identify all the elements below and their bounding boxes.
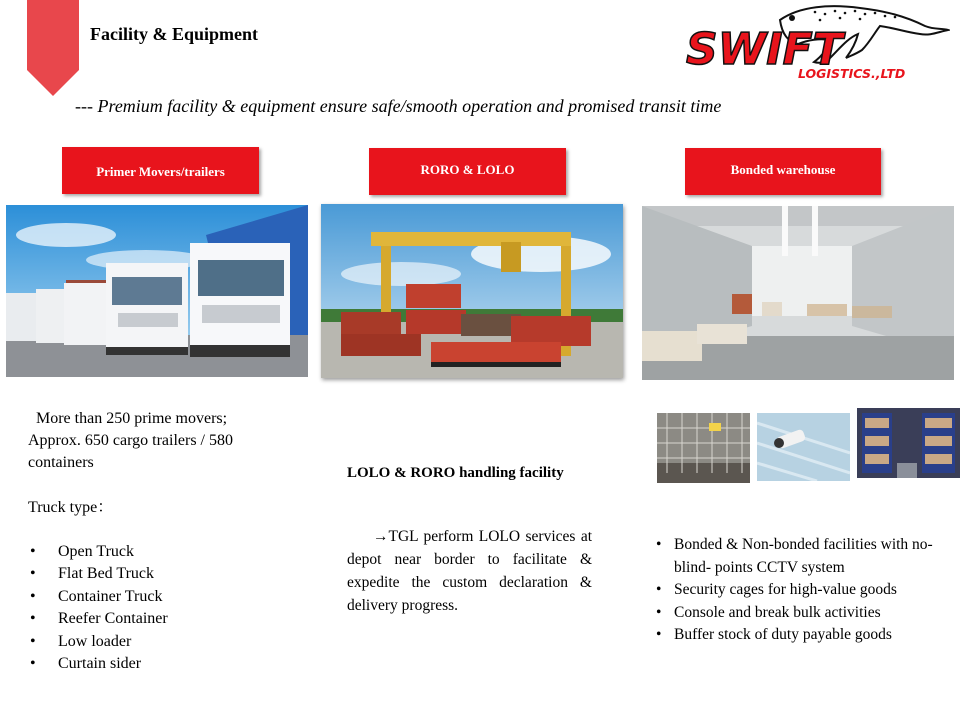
list-item: • Container Truck — [28, 586, 298, 608]
bonded-warehouse-label: Bonded warehouse — [685, 148, 881, 195]
list-item: • Bonded & Non-bonded facilities with no-blind- points CCTV system — [656, 534, 956, 579]
list-item: • Reefer Container — [28, 608, 298, 630]
list-item: • Buffer stock of duty payable goods — [656, 624, 956, 647]
subtitle-text: Premium facility & equipment ensure safe/smooth operation and promised transit time — [97, 96, 722, 116]
truck-type-list — [28, 541, 298, 675]
page-title: Facility & Equipment — [90, 24, 259, 44]
ribbon-decoration — [27, 0, 79, 96]
storage-racks-photo — [857, 408, 960, 478]
svg-text:LOGISTICS.,LTD: LOGISTICS.,LTD — [798, 66, 906, 81]
roro-lolo-label: RORO & LOLO — [369, 148, 566, 195]
cargo-trailers-count: Approx. 650 cargo trailers / 580 — [28, 432, 233, 449]
subtitle-dash: --- — [75, 96, 93, 116]
prime-movers-count: More than 250 prime movers; — [36, 410, 228, 427]
lolo-roro-description: →TGL perform LOLO services at depot near border to facilitate & expedite the custom declaration & delivery progress. — [347, 528, 592, 614]
list-item: • Open Truck — [28, 541, 298, 563]
truck-type-label: Truck type： — [28, 499, 114, 516]
list-item: • Security cages for high-value goods — [656, 579, 956, 602]
list-item: • Console and break bulk activities — [656, 602, 956, 625]
svg-text:SWIFT: SWIFT — [686, 24, 843, 75]
primer-movers-label: Primer Movers/trailers — [62, 147, 259, 194]
crane-yard-photo — [321, 204, 623, 378]
list-item: • Curtain sider — [28, 653, 298, 675]
list-item: • Flat Bed Truck — [28, 563, 298, 585]
page-subtitle — [75, 96, 721, 117]
trucks-photo — [6, 205, 308, 377]
bonded-warehouse-features — [656, 534, 956, 647]
warehouse-photo — [642, 206, 954, 380]
list-item: • Low loader — [28, 631, 298, 653]
security-cage-photo — [657, 413, 750, 483]
lolo-roro-heading: LOLO & RORO handling facility — [347, 465, 564, 481]
prime-movers-description — [28, 408, 298, 675]
containers-line: containers — [28, 454, 94, 471]
swift-logistics-logo — [680, 2, 950, 88]
cctv-camera-photo — [757, 413, 850, 481]
